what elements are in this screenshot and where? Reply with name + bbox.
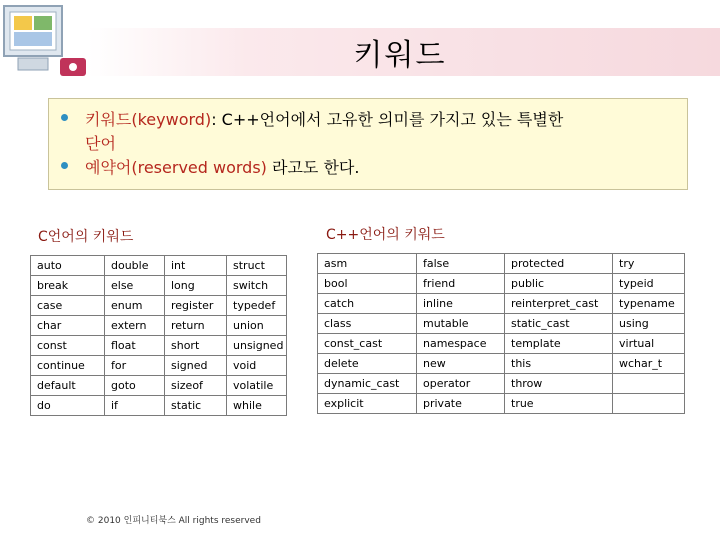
bullet-icon: [61, 162, 68, 169]
keyword-cell: else: [105, 276, 165, 296]
table-row: [318, 254, 685, 274]
keyword-cell: long: [165, 276, 227, 296]
keyword-cell: class: [318, 314, 417, 334]
keyword-cell: extern: [105, 316, 165, 336]
keyword-cell: char: [31, 316, 105, 336]
table-row: [31, 336, 287, 356]
keyword-cell: int: [165, 256, 227, 276]
table-row: [318, 274, 685, 294]
keyword-cell: dynamic_cast: [318, 374, 417, 394]
keyword-cell: static_cast: [505, 314, 613, 334]
keyword-cell: protected: [505, 254, 613, 274]
table-row: [318, 334, 685, 354]
keyword-cell: catch: [318, 294, 417, 314]
computer-logo-icon: [0, 0, 92, 80]
definition-line-1: [85, 107, 563, 130]
keyword-cell: sizeof: [165, 376, 227, 396]
keyword-cell: unsigned: [227, 336, 287, 356]
keyword-cell: this: [505, 354, 613, 374]
keyword-cell: case: [31, 296, 105, 316]
keyword-cell: break: [31, 276, 105, 296]
reserved-words-term: 예약어(reserved words): [85, 158, 267, 177]
keyword-cell: throw: [505, 374, 613, 394]
keyword-cell: namespace: [417, 334, 505, 354]
keyword-term: 키워드(keyword): [85, 110, 212, 129]
reserved-words-description: 라고도 한다.: [266, 158, 360, 177]
keyword-cell: friend: [417, 274, 505, 294]
keyword-cell: bool: [318, 274, 417, 294]
keyword-cell: [613, 394, 685, 414]
keyword-cell: wchar_t: [613, 354, 685, 374]
table-row: [318, 394, 685, 414]
table-row: [31, 296, 287, 316]
keyword-cell: auto: [31, 256, 105, 276]
table-row: [318, 294, 685, 314]
definition-line-2: [85, 155, 359, 178]
keyword-cell: if: [105, 396, 165, 416]
keyword-cell: reinterpret_cast: [505, 294, 613, 314]
keyword-cell: inline: [417, 294, 505, 314]
keyword-cell: signed: [165, 356, 227, 376]
keyword-cell: using: [613, 314, 685, 334]
keyword-cell: public: [505, 274, 613, 294]
cpp-keywords-table: [317, 253, 685, 414]
keyword-cell: explicit: [318, 394, 417, 414]
keyword-cell: try: [613, 254, 685, 274]
keyword-cell: union: [227, 316, 287, 336]
keyword-cell: goto: [105, 376, 165, 396]
copyright-text: © 2010 인피니티북스 All rights reserved: [86, 516, 261, 526]
keyword-cell: do: [31, 396, 105, 416]
keyword-cell: float: [105, 336, 165, 356]
keyword-cell: template: [505, 334, 613, 354]
table-row: [31, 316, 287, 336]
definition-line-1-cont: [85, 131, 116, 154]
keyword-cell: operator: [417, 374, 505, 394]
keyword-cell: virtual: [613, 334, 685, 354]
keyword-cell: typename: [613, 294, 685, 314]
table-row: [318, 374, 685, 394]
table-row: [31, 256, 287, 276]
keyword-cell: const_cast: [318, 334, 417, 354]
keyword-cell: asm: [318, 254, 417, 274]
c-keywords-table: [30, 255, 287, 416]
keyword-cell: enum: [105, 296, 165, 316]
keyword-cell: short: [165, 336, 227, 356]
keyword-description-cont: 단어: [85, 134, 116, 153]
cpp-keywords-title: C++언어의 키워드: [326, 227, 445, 243]
page-title: 키워드: [353, 38, 447, 73]
keyword-cell: volatile: [227, 376, 287, 396]
bullet-icon: [61, 114, 68, 121]
keyword-cell: default: [31, 376, 105, 396]
table-row: [318, 314, 685, 334]
keyword-cell: for: [105, 356, 165, 376]
keyword-cell: new: [417, 354, 505, 374]
keyword-cell: void: [227, 356, 287, 376]
keyword-cell: mutable: [417, 314, 505, 334]
table-row: [31, 356, 287, 376]
keyword-cell: const: [31, 336, 105, 356]
keyword-cell: return: [165, 316, 227, 336]
definition-box: [48, 98, 688, 190]
keyword-cell: register: [165, 296, 227, 316]
keyword-cell: double: [105, 256, 165, 276]
table-row: [318, 354, 685, 374]
keyword-cell: static: [165, 396, 227, 416]
keyword-description: : C++언어에서 고유한 의미를 가지고 있는 특별한: [211, 110, 564, 129]
keyword-cell: [613, 374, 685, 394]
keyword-cell: struct: [227, 256, 287, 276]
keyword-cell: private: [417, 394, 505, 414]
keyword-cell: true: [505, 394, 613, 414]
keyword-cell: typedef: [227, 296, 287, 316]
keyword-cell: typeid: [613, 274, 685, 294]
keyword-cell: false: [417, 254, 505, 274]
keyword-cell: switch: [227, 276, 287, 296]
table-row: [31, 276, 287, 296]
keyword-cell: continue: [31, 356, 105, 376]
table-row: [31, 376, 287, 396]
c-keywords-title: C언어의 키워드: [38, 229, 134, 245]
keyword-cell: delete: [318, 354, 417, 374]
keyword-cell: while: [227, 396, 287, 416]
table-row: [31, 396, 287, 416]
